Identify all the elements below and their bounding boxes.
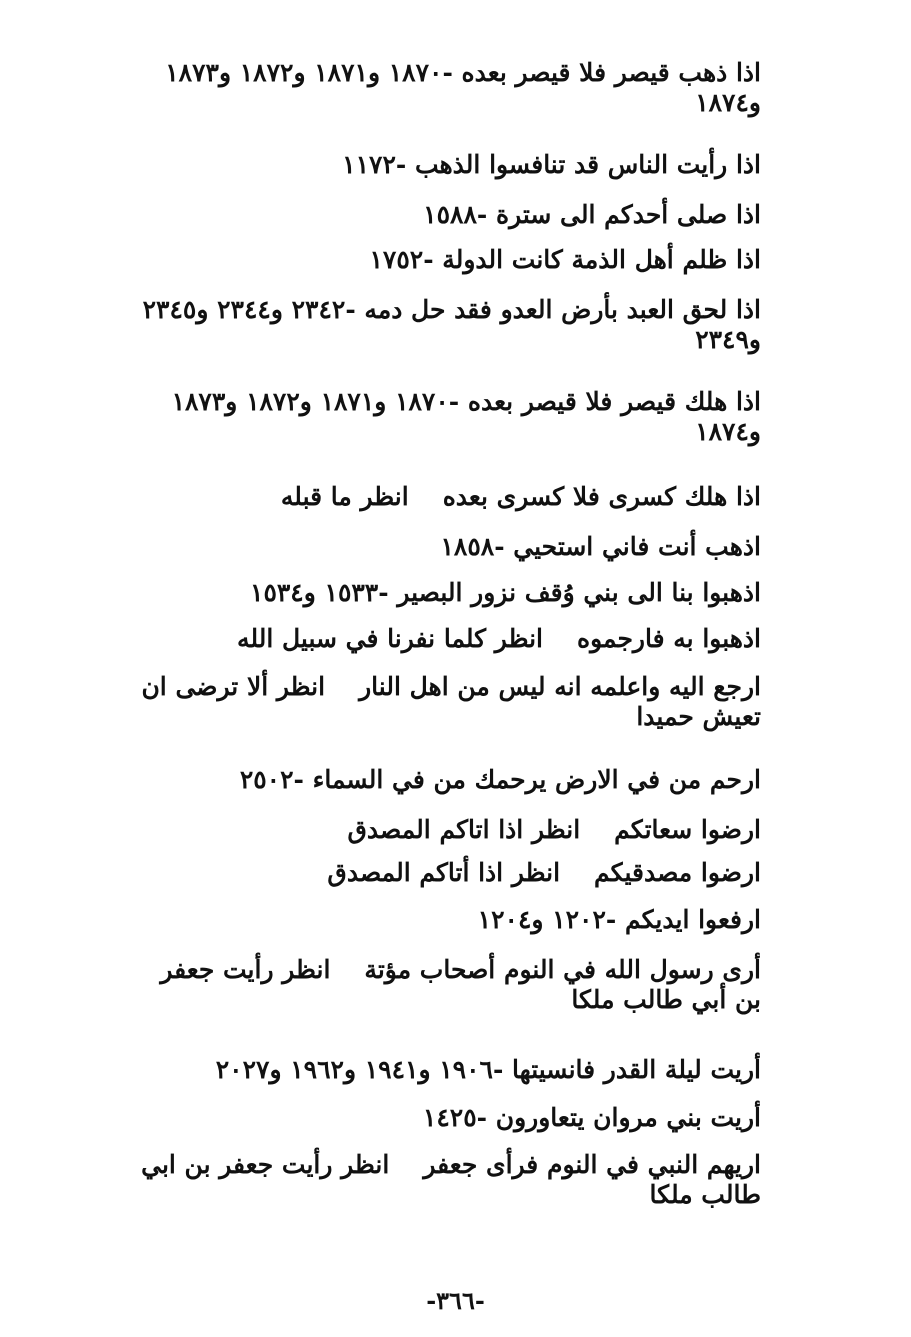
entry-text: اذهبوا به فارجموه	[577, 624, 761, 653]
entry-text: اذهبوا بنا الى بني وُقف نزور البصير -١٥٣٣ و١٥٣٤	[250, 578, 761, 607]
index-entry	[441, 532, 762, 562]
see-also-ref: انظر رأيت جعفر بن ابي طالب ملكا	[141, 1150, 761, 1209]
page-number: -٣٦٦-	[426, 1286, 485, 1315]
index-entry	[136, 295, 761, 355]
entry-text: اذهب أنت فاني استحيي -١٨٥٨	[440, 532, 761, 561]
index-entry	[136, 672, 761, 732]
entry-text: اذا ظلم أهل الذمة كانت الدولة -١٧٥٢	[369, 245, 761, 274]
entry-text: ارفعوا ايديكم -١٢٠٢ و١٢٠٤	[477, 905, 761, 934]
entry-text: ارجع اليه واعلمه انه ليس من اهل النار	[359, 672, 761, 701]
see-also-ref: انظر ألا ترضى ان تعيش حميدا	[141, 672, 761, 731]
entry-text: أرى رسول الله في النوم أصحاب مؤتة	[364, 955, 761, 984]
see-also-ref: انظر اذا أتاكم المصدق	[327, 858, 561, 887]
see-also-ref: انظر كلما نفرنا في سبيل الله	[237, 624, 543, 653]
index-entry	[478, 905, 761, 935]
index-entry	[136, 955, 761, 1015]
index-entry	[136, 1150, 761, 1210]
index-entry	[136, 387, 761, 447]
index-entry	[370, 245, 762, 275]
index-entry	[342, 150, 761, 180]
see-also-ref: انظر ما قبله	[280, 482, 409, 511]
entry-text: اذا ذهب قيصر فلا قيصر بعده -١٨٧٠ و١٨٧١ و١٨٧٢ و١٨٧٣ و١٨٧٤	[165, 58, 761, 117]
entry-text: ارحم من في الارض يرحمك من في السماء -٢٥٠٢	[239, 765, 761, 794]
see-also-ref: انظر رأيت جعفر بن أبي طالب ملكا	[160, 955, 761, 1014]
index-entry	[327, 858, 761, 888]
index-entry	[281, 482, 761, 512]
entry-text: اذا رأيت الناس قد تنافسوا الذهب -١١٧٢	[342, 150, 761, 179]
index-entry	[237, 624, 761, 654]
index-entry	[348, 815, 761, 845]
entry-text: أريت ليلة القدر فانسيتها -١٩٠٦ و١٩٤١ و١٩٦٢ و٢٠٢٧	[215, 1055, 761, 1084]
index-entry	[250, 578, 761, 608]
entry-text: اريهم النبي في النوم فرأى جعفر	[423, 1150, 761, 1179]
index-entry	[136, 58, 761, 118]
entry-text: ارضوا سعاتكم	[614, 815, 761, 844]
entry-text: اذا هلك كسرى فلا كسرى بعده	[442, 482, 761, 511]
index-entry	[240, 765, 761, 795]
index-entry	[216, 1055, 761, 1085]
entry-text: اذا هلك قيصر فلا قيصر بعده -١٨٧٠ و١٨٧١ و١٨٧٢ و١٨٧٣ و١٨٧٤	[171, 387, 761, 446]
entry-text: أريت بني مروان يتعاورون -١٤٢٥	[422, 1103, 761, 1132]
see-also-ref: انظر اذا اتاكم المصدق	[347, 815, 581, 844]
entry-text: ارضوا مصدقيكم	[594, 858, 761, 887]
index-entry	[423, 200, 761, 230]
entry-text: اذا لحق العبد بأرض العدو فقد حل دمه -٢٣٤٢ و٢٣٤٤ و٢٣٤٥ و٢٣٤٩	[142, 295, 761, 354]
entry-text: اذا صلى أحدكم الى سترة -١٥٨٨	[423, 200, 761, 229]
index-entry	[423, 1103, 761, 1133]
